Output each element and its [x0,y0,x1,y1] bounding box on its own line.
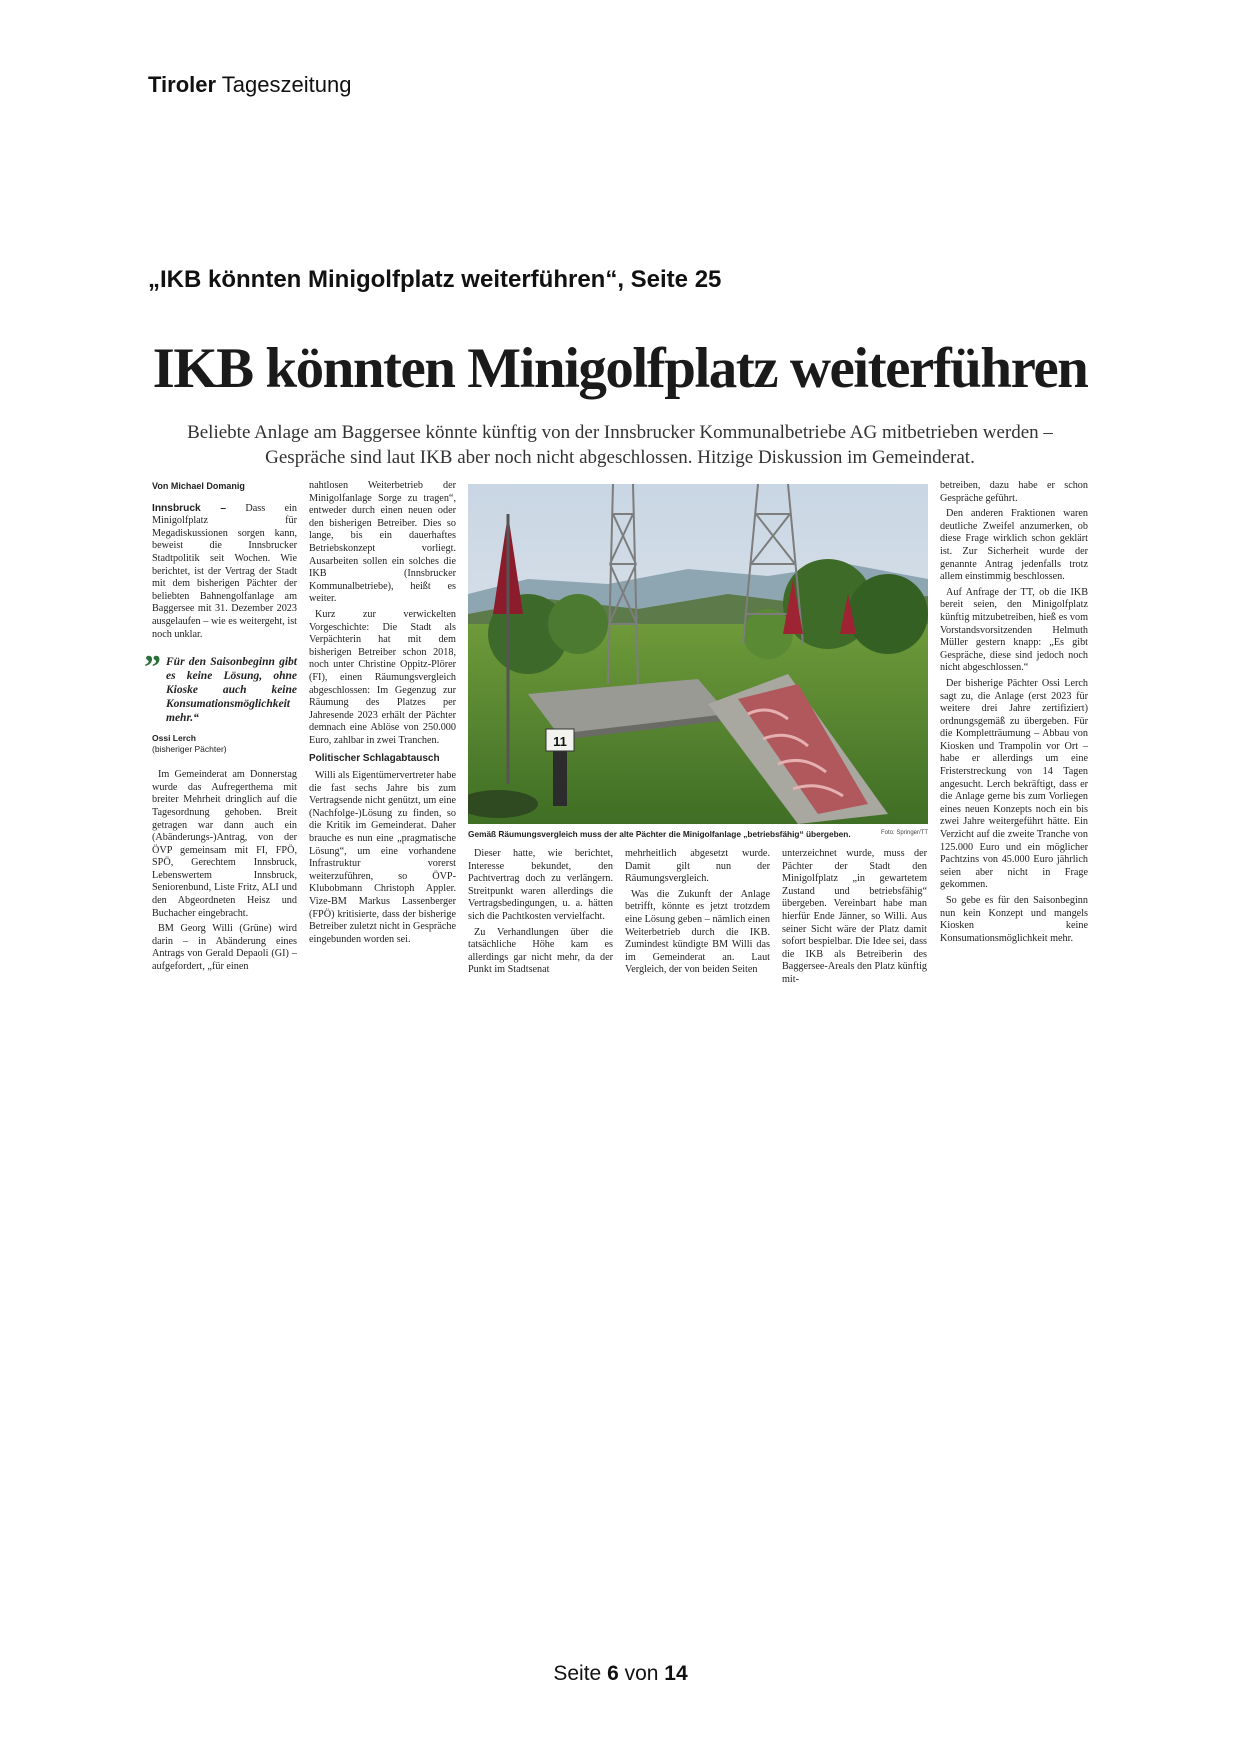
article-column-2 [309,480,456,949]
page-footer: Seite 6 von 14 [553,1662,688,1685]
photo-caption: Gemäß Räumungsvergleich muss der alte Pächter die Minigolfanlage „betriebsfähig“ übergeben. Foto: Springer/TT [468,829,928,839]
paragraph: Zu Verhandlungen über die tatsächliche Höhe kam es allerdings gar nicht mehr, da der Punkt im Stadtsenat [468,926,613,976]
byline: Von Michael Domanig [152,481,245,491]
paragraph: Kurz zur verwickelten Vorgeschichte: Die Stadt als Verpächterin hat mit dem bisherigen Betreiber schon 2018, noch unter Christine Oppitz-Plörer (FI), einen Räumungsvergleich abgeschlossen: Im Gegenzug zur Räumung des Platzes per Jahresende 2023 erhält der Pächter demnach eine Ablöse von 250.000 Euro, zahlbar in zwei Tranchen. [309,608,456,746]
current-page: 6 [607,1662,619,1685]
paragraph: betreiben, dazu habe er schon Gespräche geführt. [940,480,1088,504]
article-column-5 [782,848,927,990]
article-subheadline: Beliebte Anlage am Baggersee könnte künftig von der Innsbrucker Kommunalbetriebe AG mitbetrieben werden – Gespräche sind laut IKB aber noch nicht abgeschlossen. Hitzige Diskussion im Gemeinderat. [187,422,1053,468]
clipping-title: „IKB könnten Minigolfplatz weiterführen“, Seite 25 [148,266,722,293]
photo-credit: Foto: Springer/TT [880,830,928,836]
article-column-6 [940,480,1088,948]
hole-number-sign: 11 [553,734,567,749]
lead-paragraph: Innsbruck – Dass ein Minigolfplatz für Megadiskussionen sorgen kann, beweist die Innsbrucker Stadtpolitik seit Wochen. Wie berichtet, ist der Vertrag der Stadt mit dem bisherigen Pächter der beliebten Bahnengolfanlage am Baggersee mit 31. Dezember 2023 ausgelaufen – wie es weitergeht, ist noch unklar. [152,502,297,640]
pull-quote: ” Für den Saisonbeginn gibt es keine Lösung, ohne Kioske auch keine Konsumationsmöglichkeit mehr.“ [144,649,297,725]
paragraph: BM Georg Willi (Grüne) wird darin – in Abänderung eines Antrags von Gerald Depaoli (GI) – aufgefordert, „für einen [152,923,297,973]
paragraph: Dieser hatte, wie berichtet, Interesse bekundet, den Pachtvertrag doch zu verlängern. Streitpunkt waren allerdings die Vertragsbedingungen, u. a. hätten sich die Pachtkosten vervielfacht. [468,848,613,922]
article-column-1 [144,480,297,977]
quote-author: Ossi Lerch (bisheriger Pächter) [152,733,227,755]
paragraph: unterzeichnet wurde, muss der Pächter der Stadt den Minigolfplatz „in gewartetem Zustand und betriebsfähig“ übergeben. Vereinbart habe man hierfür Ende Jänner, so Willi. Aus seiner Sicht wäre der Platz damit sofort bespielbar. Die Idee sei, dass die IKB als Betreiberin des Baggersee-Areals den Platz künftig mit- [782,848,927,985]
paragraph: nahtlosen Weiterbetrieb der Minigolfanlage Sorge zu tragen“, entweder durch einen neuen oder den bisherigen Betreiber. Dies so lange, bis ein dauerhaftes Betriebskonzept vorliegt. Ausarbeiten sollen ein solches die IKB (Innsbrucker Kommunalbetriebe), heißt es weiter. [309,480,456,605]
article-column-4 [625,848,770,980]
newspaper-clipping [144,337,1088,1000]
total-pages: 14 [664,1662,688,1685]
paragraph: Auf Anfrage der TT, ob die IKB bereit seien, den Minigolfplatz künftig mitzubetreiben, hieß es vom Vorstandsvorsitzenden Helmuth Müller gestern knapp: „Es gibt Gespräche, diese sind jedoch noch nicht abgeschlossen.“ [940,586,1088,674]
quote-mark-icon: ” [144,649,161,687]
publication-name: Tiroler Tageszeitung [148,72,352,97]
article-headline: IKB könnten Minigolfplatz weiterführen [152,337,1088,400]
paragraph: Willi als Eigentümervertreter habe die fast sechs Jahre bis zum Vertragsende nicht genützt, um eine (Nachfolge-)Lösung zu finden, so die Kritik im Gemeinderat. Daher brauche es nun eine „pragmatische Lösung“, um eine vorhandene Infrastruktur vorerst weiterzuführen, so ÖVP-Klubobmann Christoph Appler. Vize-BM Markus Lassenberger (FPÖ) kritisierte, dass der bisherige Betreiber zuletzt nicht in Gespräche eingebunden worden sei. [309,770,456,945]
article-photo [468,484,928,824]
paragraph: Den anderen Fraktionen waren deutliche Zweifel anzumerken, ob diese Frage wirklich schon geklärt ist. Zur Sicherheit wurde der genannte Antrag jedenfalls trotz allem einstimmig beschlossen. [940,508,1088,583]
section-heading: Politischer Schlagabtausch [309,753,440,765]
paragraph: Der bisherige Pächter Ossi Lerch sagt zu, die Anlage (erst 2023 für weitere drei Jahre zertifiziert) ordnungsgemäß zu übergeben. Für die Kompletträumung – Abbau von Kiosken und Trampolin vor Ort – habe er allerdings um eine Fristerstreckung von 14 Tagen angesucht. Lerch bekräftigt, dass er die Anlage gerne bis zum Vorliegen eines neuen Konzepts noch ein bis zwei Jahre weitergeführt hätte. Ein Verzicht auf die zweite Tranche von 125.000 Euro und ein möglicher Pachtzins von 45.000 Euro jährlich seien aber nicht in Frage gekommen. [940,677,1088,891]
article-column-3 [468,848,613,980]
paragraph: Im Gemeinderat am Donnerstag wurde das Aufregerthema mit breiter Mehrheit dringlich auf die Tagesordnung gehoben. Breit getragen war dann auch ein (Abänderungs-)Antrag, von der ÖVP gemeinsam mit FI, FPÖ, SPÖ, Gerechtem Innsbruck, Lebenswertem Innsbruck, Seniorenbund, Liste Fritz, ALI und den Abgeordneten Heisz und Buchacher eingebracht. [152,769,297,919]
paragraph: Was die Zukunft der Anlage betrifft, könnte es jetzt trotzdem eine Lösung geben – nämlich einen Weiterbetrieb durch die IKB. Zumindest kündigte BM Willi das im Gemeinderat an. Laut Vergleich, der von beiden Seiten [625,888,770,976]
minigolf-photo-image [468,484,928,824]
paragraph: So gebe es für den Saisonbeginn nun kein Konzept und mangels Kiosken keine Konsumationsmöglichkeit mehr. [940,895,1088,944]
paragraph: mehrheitlich abgesetzt wurde. Damit gilt nun der Räumungsvergleich. [625,848,770,885]
